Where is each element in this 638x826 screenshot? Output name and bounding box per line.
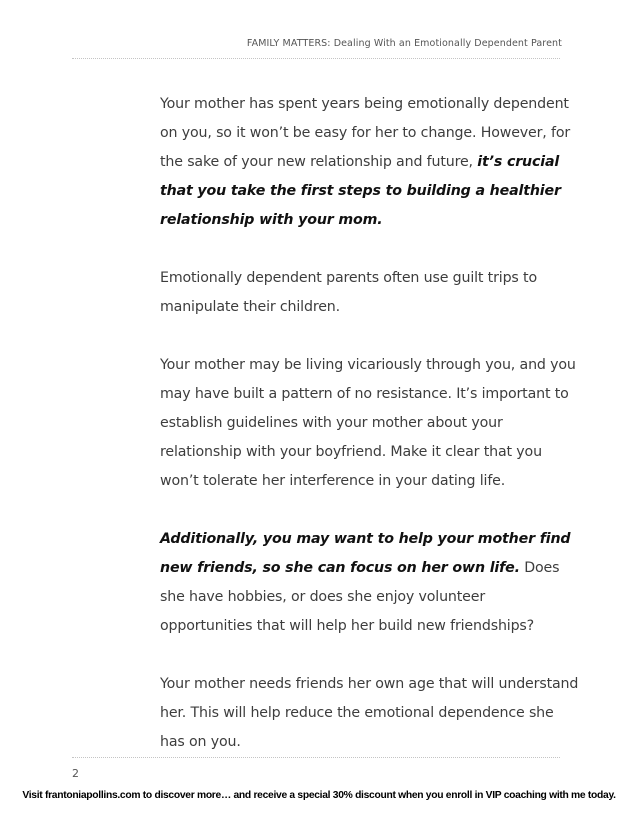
paragraph-5 [160,670,580,757]
paragraph-4-emphasis: Additionally, you may want to help your mother find new friends, so she can focus on her own life. [160,531,571,576]
page-number: 2 [72,767,79,780]
paragraph-1-text: Your mother has spent years being emotionally dependent on you, so it won’t be easy for her to change. However, for the sake of your new relationship and future, [160,96,571,170]
paragraph-4-text: Does she have hobbies, or does she enjoy volunteer opportunities that will help her build new friendships? [160,560,560,634]
paragraph-1-emphasis: it’s crucial that you take the first steps to building a healthier relationship with your mom. [160,154,561,228]
paragraph-2 [160,264,580,322]
header-divider [72,58,560,59]
footer-divider [72,757,560,758]
paragraph-2-text: Emotionally dependent parents often use guilt trips to manipulate their children. [160,270,537,315]
article-body [160,90,580,757]
paragraph-1 [160,90,580,235]
paragraph-3 [160,351,580,496]
paragraph-5-text: Your mother needs friends her own age that will understand her. This will help reduce the emotional dependence she has on you. [160,676,579,750]
paragraph-3-text: Your mother may be living vicariously through you, and you may have built a pattern of no resistance. It’s important to establish guidelines with your mother about your relationship with your boyfriend. Make it clear that you won’t tolerate her interference in your dating life. [160,357,576,489]
paragraph-4 [160,525,580,641]
footer-promo-text: Visit frantoniapollins.com to discover more… and receive a special 30% discount when you enroll in VIP coaching with me today. [22,790,616,801]
running-header-title: FAMILY MATTERS: Dealing With an Emotionally Dependent Parent [246,38,562,49]
